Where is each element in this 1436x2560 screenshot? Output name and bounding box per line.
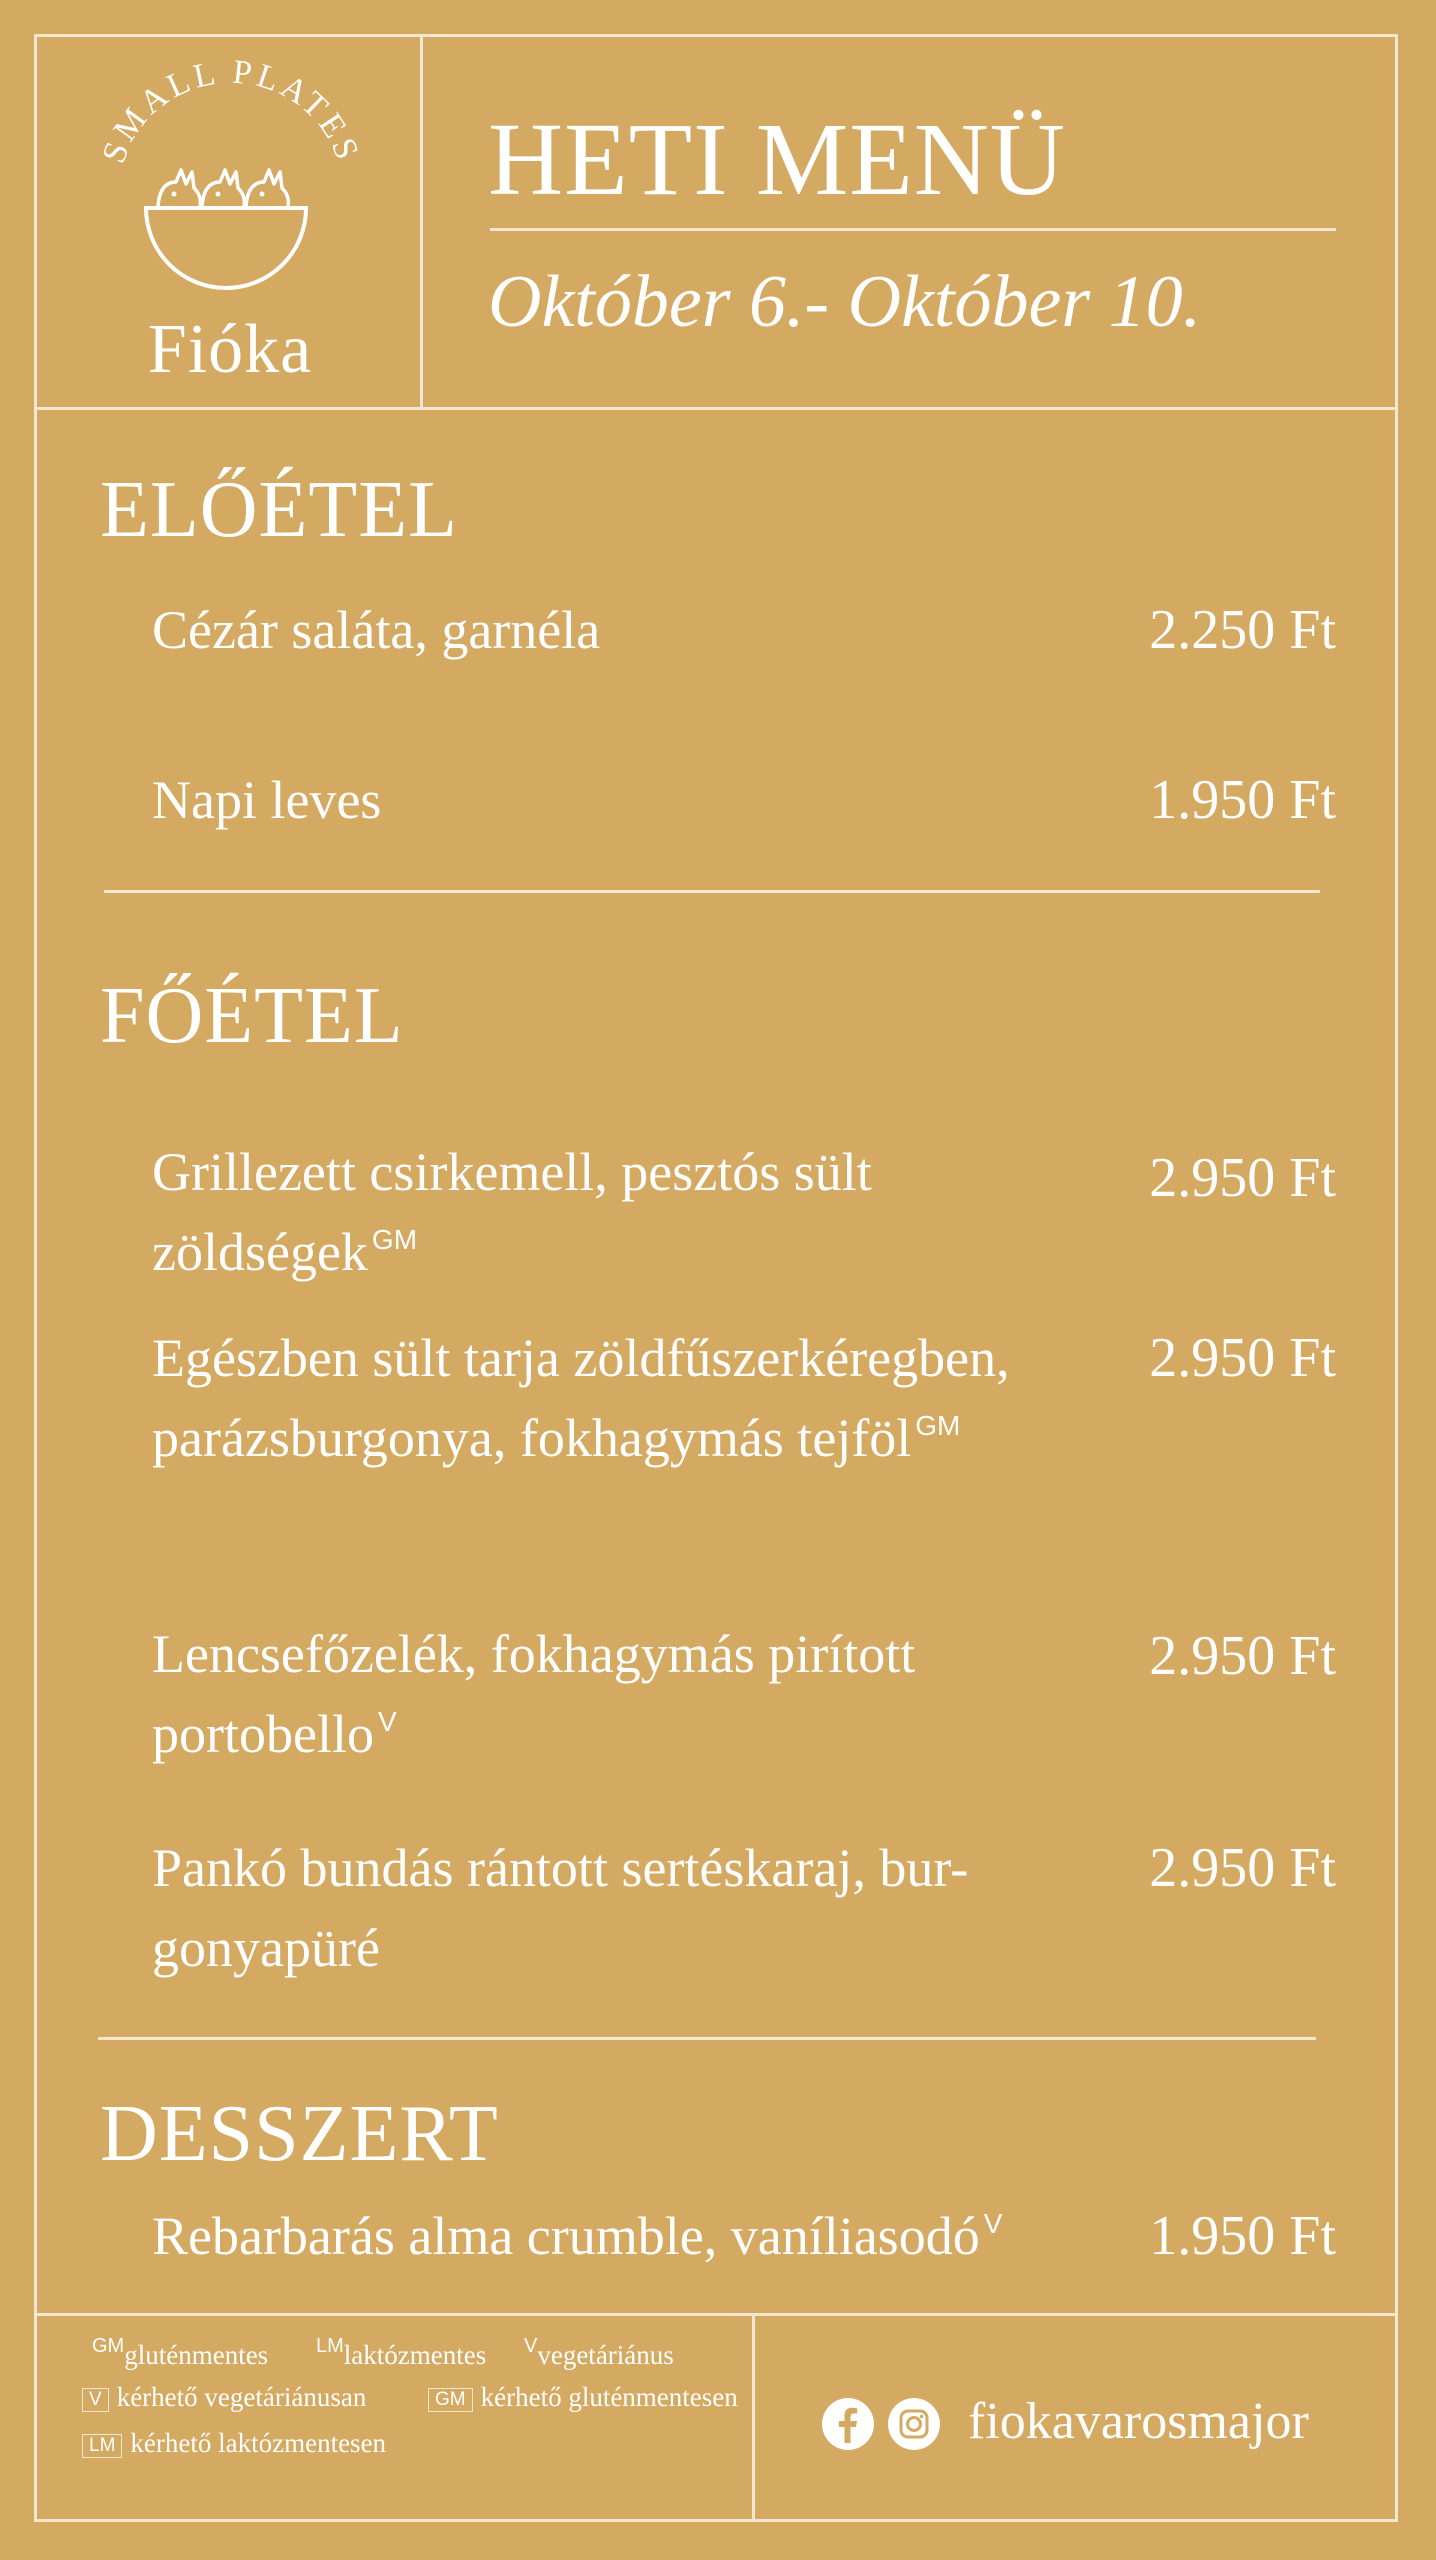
logo — [80, 60, 380, 390]
legend-gm-box-abbr: GM — [428, 2388, 473, 2412]
legend-lm — [316, 2335, 487, 2370]
legend-lm-box-label: kérhető laktózmentesen — [130, 2428, 387, 2458]
menu-item-price: 1.950 Ft — [1149, 769, 1336, 831]
legend-v-label: vegetáriánus — [537, 2340, 674, 2370]
bowl-logo-icon — [80, 60, 380, 320]
title-underline — [490, 228, 1336, 231]
legend-lm-box-abbr: LM — [82, 2434, 122, 2458]
legend-lm-box — [82, 2430, 386, 2458]
svg-text:SMALL PLATES — [95, 60, 366, 168]
v-tag: V — [983, 2208, 1003, 2239]
page-title: HETI MENÜ — [488, 102, 1067, 217]
footer-divider-vertical — [752, 2313, 755, 2522]
v-tag: V — [377, 1706, 397, 1737]
section-title-main: FŐÉTEL — [100, 972, 404, 1060]
menu-item-price: 2.950 Ft — [1149, 1625, 1336, 1687]
instagram-icon[interactable] — [886, 2396, 942, 2452]
social-handle-link[interactable]: fiokavarosmajor — [968, 2393, 1309, 2450]
menu-item-name — [152, 2196, 1052, 2276]
header-divider-vertical — [420, 34, 423, 410]
section-title-starter: ELŐÉTEL — [100, 466, 458, 554]
legend-v-abbr: V — [524, 2335, 538, 2357]
legend-gm-box-label: kérhető gluténmentesen — [480, 2382, 738, 2412]
menu-item-price: 2.950 Ft — [1149, 1327, 1336, 1389]
menu-item-label: Rebarbarás alma crumble, vaníliasodó — [152, 2206, 980, 2266]
menu-item-label-line2: parázsburgonya, fokhagymás tejföl — [152, 1408, 912, 1468]
menu-item-price: 2.250 Ft — [1149, 599, 1336, 661]
menu-item-label: Lencsefőzelék, fokhagymás pirított portobello — [152, 1624, 916, 1764]
menu-item-price: 1.950 Ft — [1149, 2205, 1336, 2267]
gm-tag: GM — [915, 1410, 961, 1441]
legend-v-box-abbr: V — [82, 2388, 109, 2412]
logo-arc-text: SMALL PLATES — [95, 60, 367, 169]
menu-item-label-line1: Pankó bundás rántott sertéskaraj, bur- — [152, 1838, 969, 1898]
facebook-icon[interactable] — [820, 2396, 876, 2452]
menu-item-name: Napi leves — [152, 770, 382, 830]
section-divider — [104, 890, 1320, 893]
menu-item-name: Cézár saláta, garnéla — [152, 600, 601, 660]
menu-item-label-line1: Egészben sült tarja zöldfűszerkéregben, — [152, 1328, 1010, 1388]
legend-v — [524, 2335, 674, 2370]
legend-v-box-label: kérhető vegetáriánusan — [116, 2382, 367, 2412]
legend-v-box — [82, 2384, 366, 2412]
menu-item-label-line2: gonyapüré — [152, 1918, 380, 1978]
section-title-dessert: DESSZERT — [100, 2090, 499, 2178]
legend-gm-label: gluténmentes — [124, 2340, 269, 2370]
menu-item-name — [152, 1132, 1052, 1292]
menu-item-price: 2.950 Ft — [1149, 1147, 1336, 1209]
legend-gm-box — [428, 2384, 738, 2412]
legend-lm-abbr: LM — [316, 2335, 344, 2357]
menu-item-name — [152, 1614, 1052, 1774]
menu-dates: Október 6.- Október 10. — [488, 261, 1202, 343]
legend-gm-abbr: GM — [92, 2335, 125, 2357]
menu-item-price: 2.950 Ft — [1149, 1837, 1336, 1899]
gm-tag: GM — [371, 1224, 418, 1255]
legend-lm-label: laktózmentes — [343, 2340, 487, 2370]
footer-divider-horizontal — [34, 2313, 1398, 2316]
menu-item-name — [152, 1318, 1052, 1478]
section-divider — [98, 2037, 1316, 2040]
menu-item-label: Grillezett csirkemell, pesztós sült zöldségek — [152, 1142, 872, 1282]
brand-name: Fióka — [147, 311, 313, 388]
menu-item-name — [152, 1828, 1052, 1988]
header-divider-horizontal — [34, 407, 1398, 410]
legend-gm — [92, 2335, 269, 2370]
